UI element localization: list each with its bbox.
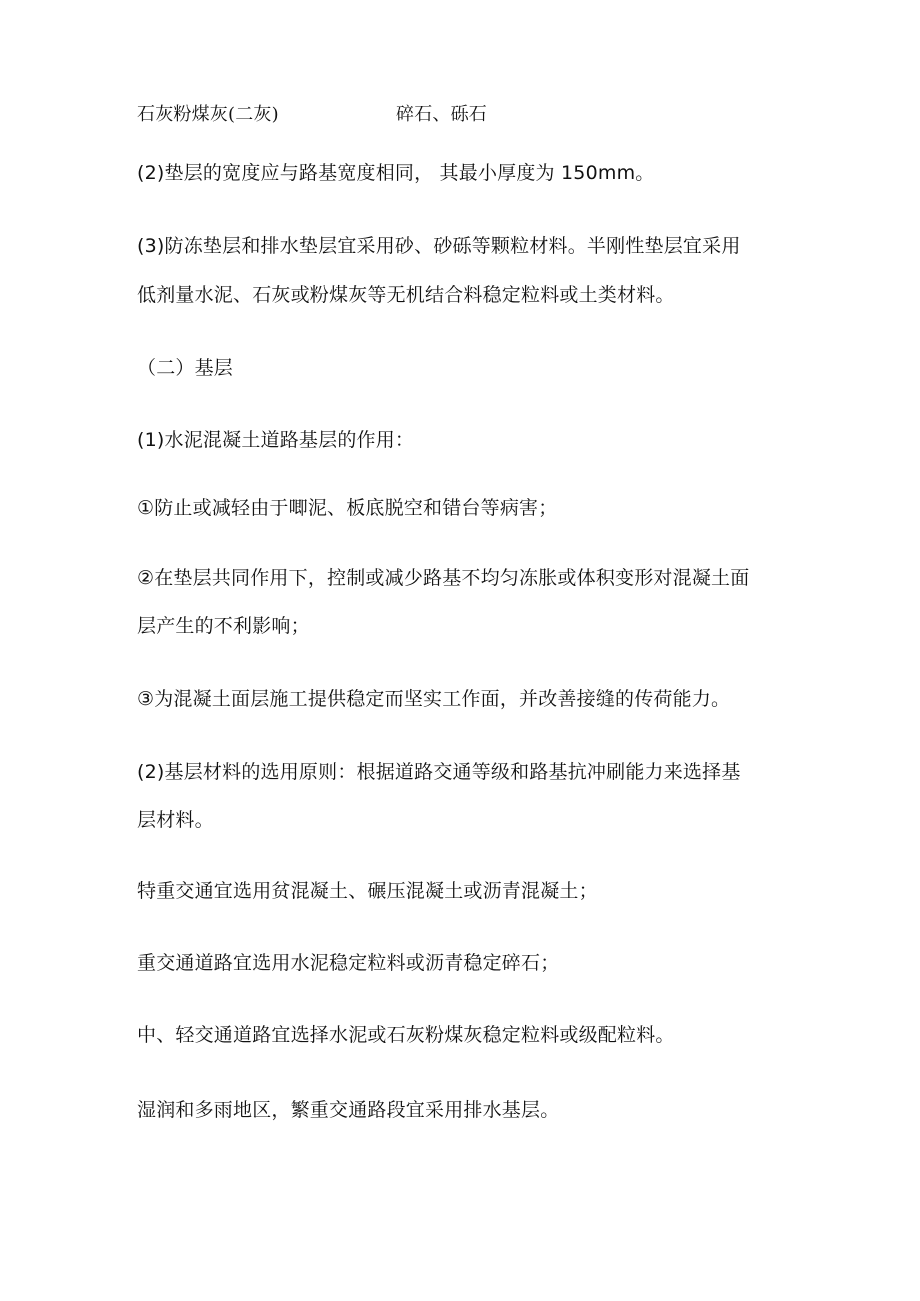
list-item-function-2a: ②在垫层共同作用下，控制或减少路基不均匀冻胀或体积变形对混凝土面 xyxy=(137,567,750,589)
paragraph-cushion-width: (2)垫层的宽度应与路基宽度相同， 其最小厚度为 150mm。 xyxy=(137,162,655,184)
paragraph-extra-heavy-traffic: 特重交通宜选用贫混凝土、碾压混凝土或沥青混凝土； xyxy=(137,880,598,902)
table-cell-material: 石灰粉煤灰(二灰) xyxy=(137,104,279,125)
list-item-function-3: ③为混凝土面层施工提供稳定而坚实工作面，并改善接缝的传荷能力。 xyxy=(137,688,731,710)
section-heading-base: （二）基层 xyxy=(137,357,234,379)
paragraph-cushion-material-2: 低剂量水泥、石灰或粉煤灰等无机结合料稳定粒料或土类材料。 xyxy=(137,284,675,306)
paragraph-light-traffic: 中、轻交通道路宜选择水泥或石灰粉煤灰稳定粒料或级配粒料。 xyxy=(137,1024,675,1046)
paragraph-wet-area: 湿润和多雨地区，繁重交通路段宜采用排水基层。 xyxy=(137,1099,560,1121)
list-item-function-1: ①防止或减轻由于唧泥、板底脱空和错台等病害； xyxy=(137,497,558,519)
paragraph-material-principle-1: (2)基层材料的选用原则：根据道路交通等级和路基抗冲刷能力来选择基 xyxy=(137,761,741,783)
table-row xyxy=(137,102,487,128)
paragraph-material-principle-2: 层材料。 xyxy=(137,809,214,831)
paragraph-cushion-material-1: (3)防冻垫层和排水垫层宜采用砂、砂砾等颗粒材料。半刚性垫层宜采用 xyxy=(137,235,741,257)
paragraph-base-function-title: (1)水泥混凝土道路基层的作用： xyxy=(137,429,415,451)
paragraph-heavy-traffic: 重交通道路宜选用水泥稳定粒料或沥青稳定碎石； xyxy=(137,952,560,974)
list-item-function-2b: 层产生的不利影响； xyxy=(137,615,310,637)
table-cell-aggregate: 碎石、砾石 xyxy=(396,104,487,125)
